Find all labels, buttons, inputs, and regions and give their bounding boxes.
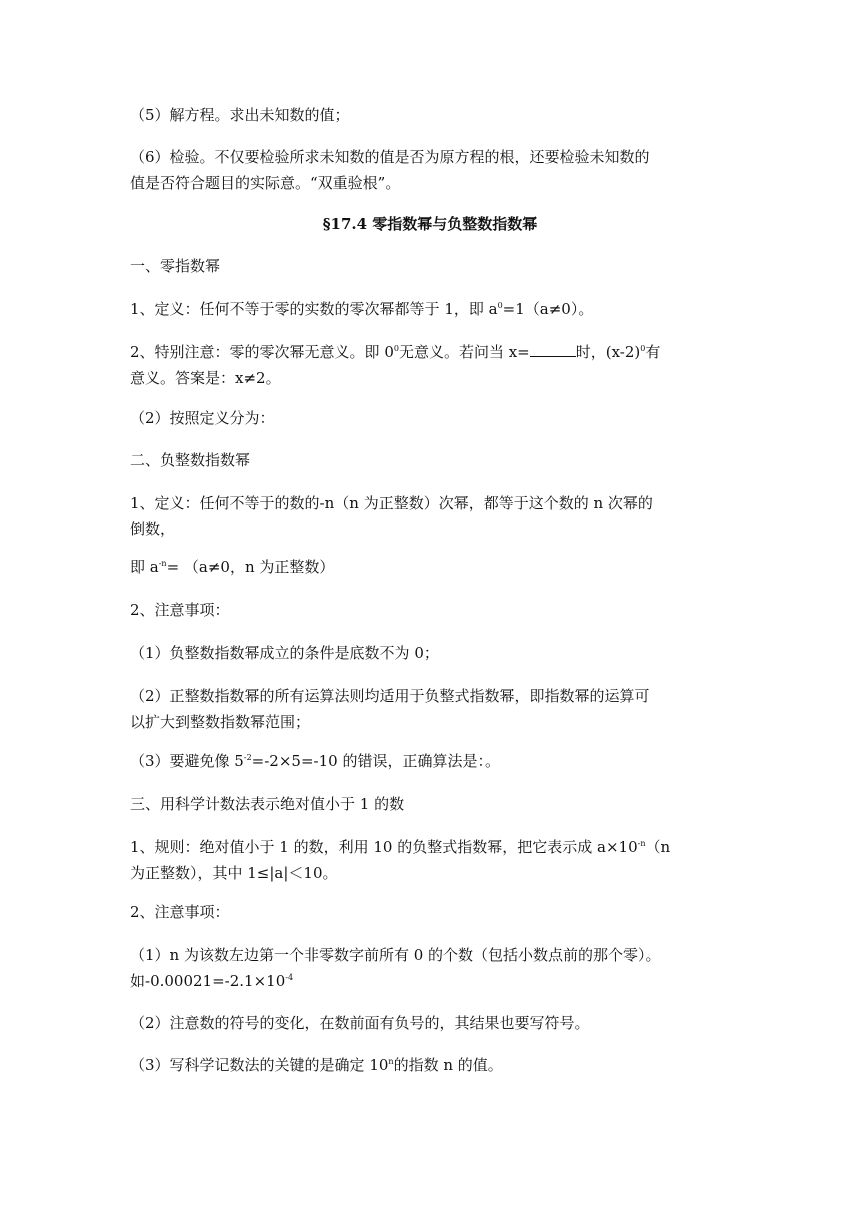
notation-item-1-line2 (130, 967, 740, 996)
heading-negative-exponent: 二、负整数指数幂 (130, 451, 251, 469)
rule-line2: 为正整数），其中 1≤|a|＜10。 (130, 864, 338, 882)
text: 1、定义：任何不等于零的实数的零次幂都等于 1，即 a (130, 300, 498, 318)
attention-item-3 (130, 747, 740, 776)
superscript: -4 (285, 973, 294, 982)
rule-line1 (130, 833, 740, 862)
definition-zero-exponent (130, 295, 740, 324)
section-title: §17.4 零指数幂与负整数指数幂 (322, 215, 538, 233)
text: 1、规则：绝对值小于 1 的数，利用 10 的负整式指数幂，把它表示成 a×10 (130, 838, 638, 856)
superscript: 0 (640, 344, 646, 353)
text: =1（a≠0）。 (502, 300, 594, 318)
step-6-line1: （6）检验。不仅要检验所求未知数的值是否为原方程的根，还要检验未知数的 (130, 148, 650, 166)
superscript: 0 (393, 344, 399, 353)
notation-item-1-line1: （1）n 为该数左边第一个非零数字前所有 0 的个数（包括小数点前的那个零）。 (130, 946, 661, 964)
text: 有 (645, 343, 661, 361)
text: （3）要避免像 5 (130, 752, 244, 770)
heading-zero-exponent: 一、零指数幂 (130, 257, 221, 275)
text: 2、特别注意：零的零次幂无意义。即 0 (130, 343, 394, 361)
divide-by-definition: （2）按照定义分为： (130, 409, 275, 427)
superscript: 0 (497, 301, 503, 310)
definition-negative-line1: 1、定义：任何不等于的数的-n（n 为正整数）次幂，都等于这个数的 n 次幂的 (130, 494, 653, 512)
definition-negative-line2: 倒数， (130, 520, 176, 538)
text: （3）写科学记数法的关键的是确定 10 (130, 1056, 389, 1074)
step-5: （5）解方程。求出未知数的值； (130, 106, 350, 124)
notation-item-3 (130, 1051, 740, 1080)
step-6-line2: 值是否符合题目的实际意。“双重验根”。 (130, 174, 401, 192)
blank-underline (530, 344, 576, 357)
superscript: -n (158, 559, 167, 568)
superscript: -2 (243, 753, 252, 762)
attention-heading-1: 2、注意事项： (130, 601, 230, 619)
text: = （a≠0，n 为正整数） (166, 558, 335, 576)
text: =-2×5=-10 的错误，正确算法是：。 (251, 752, 500, 770)
text: 无意义。若问当 x= (398, 343, 530, 361)
attention-item-2-line1: （2）正整数指数幂的所有运算法则均适用于负整式指数幂，即指数幂的运算可 (130, 687, 650, 705)
text: 即 a (130, 558, 159, 576)
text: 时，(x-2) (575, 343, 641, 361)
superscript: n (388, 1057, 394, 1066)
superscript: -n (637, 839, 646, 848)
notation-item-2: （2）注意数的符号的变化，在数前面有负号的，其结果也要写符号。 (130, 1014, 590, 1032)
attention-item-1: （1）负整数指数幂成立的条件是底数不为 0； (130, 644, 439, 662)
special-note-line2: 意义。答案是：x≠2。 (130, 369, 281, 387)
special-note-line1 (130, 338, 740, 367)
attention-item-2-line2: 以扩大到整数指数幂范围； (130, 713, 311, 731)
formula-negative-exponent (130, 553, 740, 582)
attention-heading-2: 2、注意事项： (130, 903, 230, 921)
text: 的指数 n 的值。 (393, 1056, 503, 1074)
heading-scientific-notation: 三、用科学计数法表示绝对值小于 1 的数 (130, 795, 405, 813)
text: 如-0.00021=-2.1×10 (130, 972, 286, 990)
text: （n (645, 838, 671, 856)
